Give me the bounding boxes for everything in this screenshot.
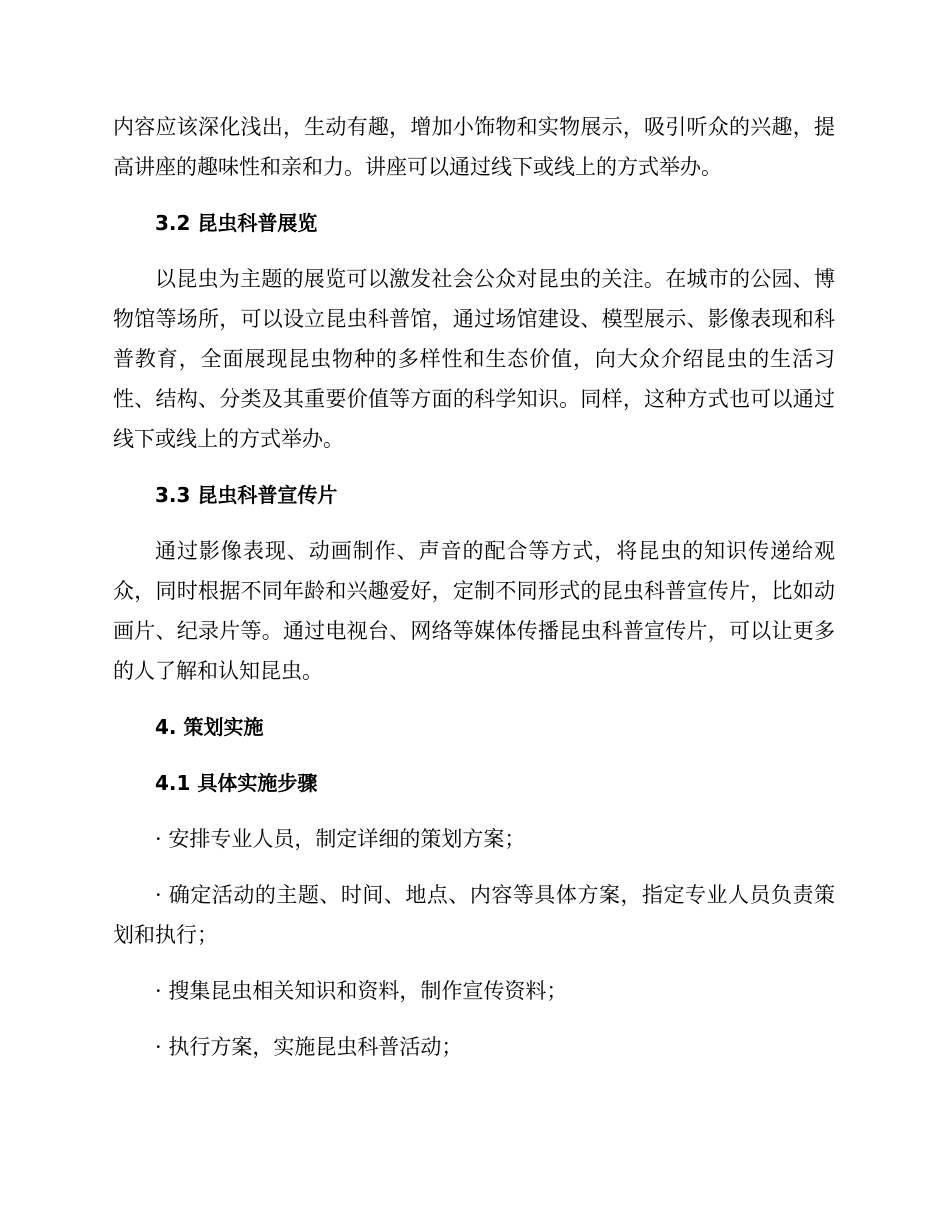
heading-4-1: 4.1 具体实施步骤 [155,771,318,795]
list-item-step-4: · 执行方案，实施昆虫科普活动； [155,1035,463,1059]
list-item-step-2: · 确定活动的主题、时间、地点、内容等具体方案，指定专业人员负责策划和执行； [113,883,835,947]
list-item-step-1: · 安排专业人员，制定详细的策划方案； [155,827,526,851]
document-body [113,107,835,1083]
paragraph-lecture-content: 内容应该深化浅出，生动有趣，增加小饰物和实物展示，吸引听众的兴趣，提高讲座的趣味性和亲和力。讲座可以通过线下或线上的方式举办。 [113,115,835,179]
list-item-step-3: · 搜集昆虫相关知识和资料，制作宣传资料； [155,979,568,1003]
heading-3-2: 3.2 昆虫科普展览 [155,211,318,235]
heading-3-3: 3.3 昆虫科普宣传片 [155,483,338,507]
paragraph-exhibition: 以昆虫为主题的展览可以激发社会公众对昆虫的关注。在城市的公园、博物馆等场所，可以设立昆虫科普馆，通过场馆建设、模型展示、影像表现和科普教育，全面展现昆虫物种的多样性和生态价值，向大众介绍昆虫的生活习性、结构、分类及其重要价值等方面的科学知识。同样，这种方式也可以通过线下或线上的方式举办。 [113,267,835,451]
heading-4: 4. 策划实施 [155,715,264,739]
paragraph-promo-film: 通过影像表现、动画制作、声音的配合等方式，将昆虫的知识传递给观众，同时根据不同年龄和兴趣爱好，定制不同形式的昆虫科普宣传片，比如动画片、纪录片等。通过电视台、网络等媒体传播昆虫科普宣传片，可以让更多的人了解和认知昆虫。 [113,539,835,683]
